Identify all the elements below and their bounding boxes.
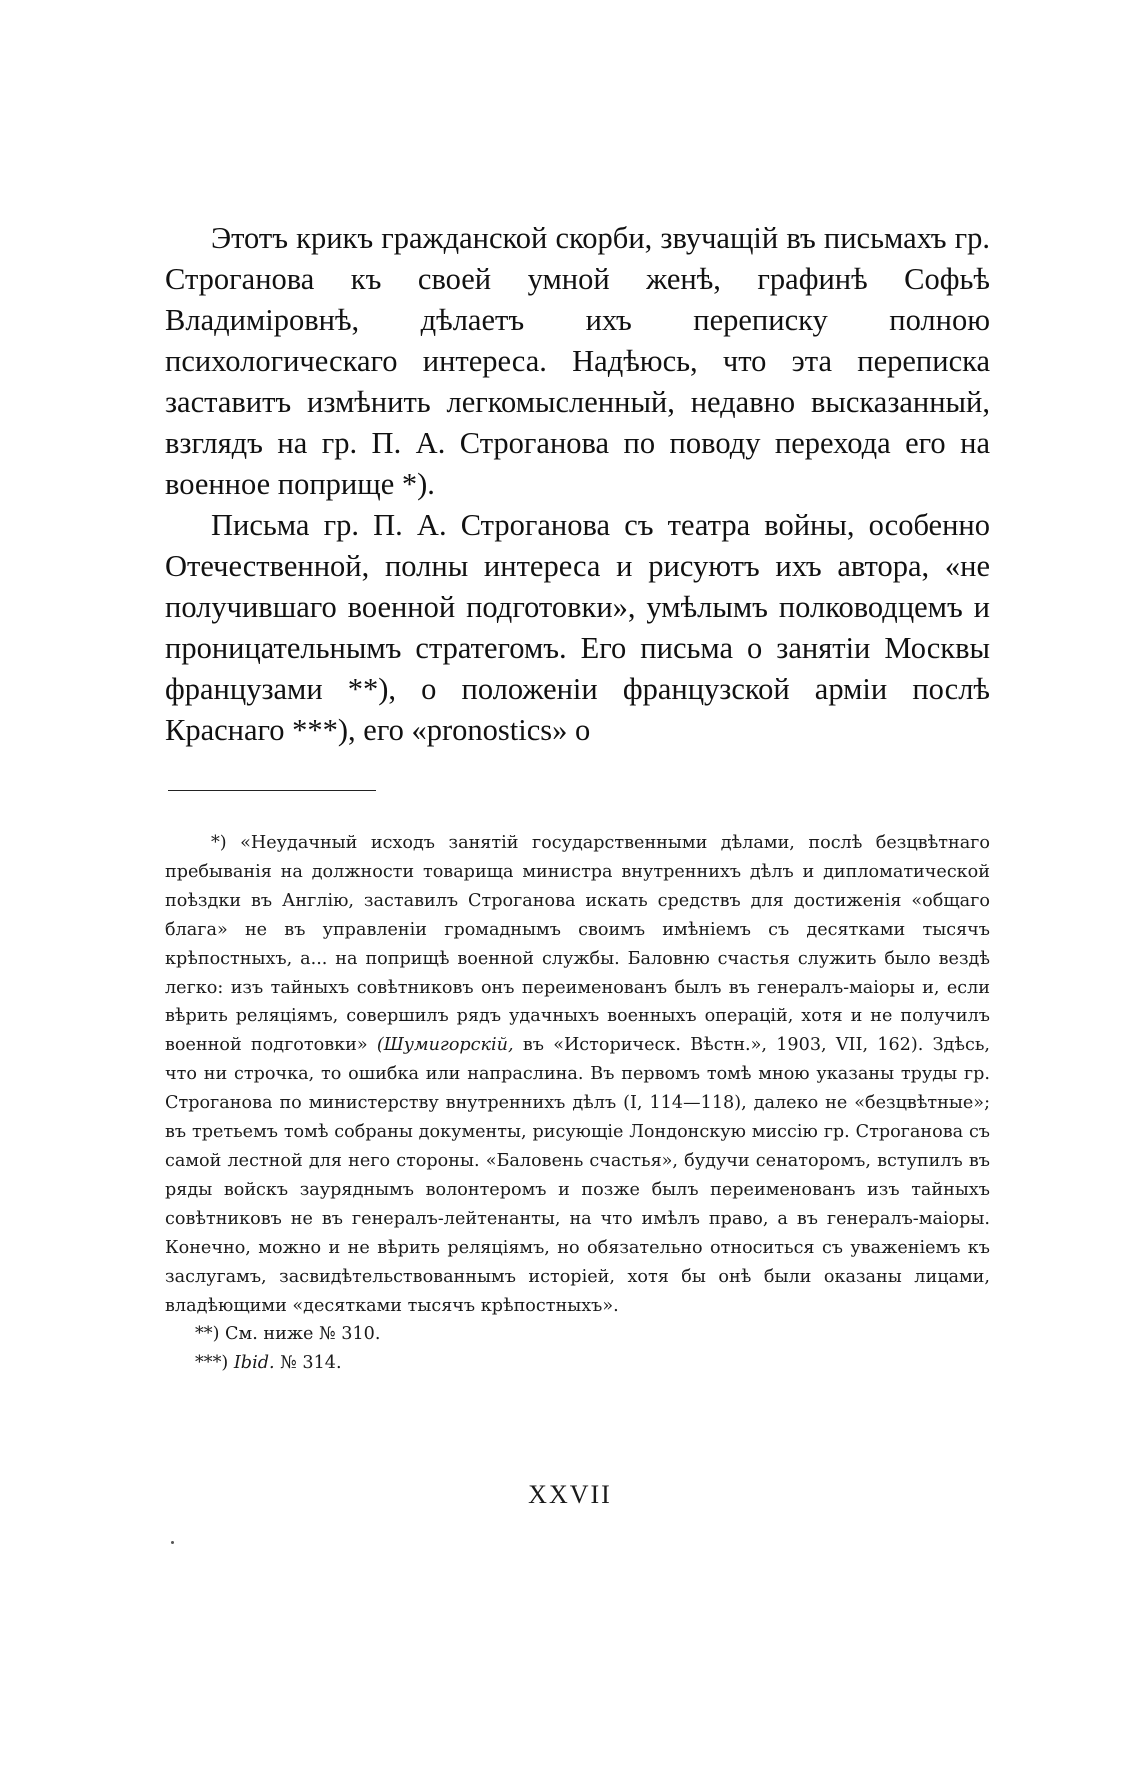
footnote-3-marker: ***) xyxy=(195,1353,229,1374)
page-number: XXVII xyxy=(528,1480,612,1509)
footnote-3-ibid: Ibid. xyxy=(233,1353,275,1374)
footnote-1-author: (Шумигорскій, xyxy=(376,1035,514,1056)
footnote-1 xyxy=(165,829,990,1320)
footnote-1-text-a: *) «Неудачный исходъ занятій государственными дѣлами, послѣ безцвѣтнаго пребыванія на должности товарища министра внутреннихъ дѣлъ и дипломатической поѣздки въ Англію, заставилъ Строганова искать средствъ для достиженія «общаго блага» не въ управленіи громаднымъ своимъ имѣніемъ съ десятками тысячъ крѣпостныхъ, а... на поприщѣ военной службы. Баловню счастья служить было вездѣ легко: изъ тайныхъ совѣтниковъ онъ переименованъ былъ въ генералъ-маіоры и, если вѣрить реляціямъ, совершилъ рядъ удачныхъ военныхъ операцій, хотя и не получилъ военной подготовки» xyxy=(165,833,990,1056)
footnote-3-ref: № 314. xyxy=(280,1353,342,1374)
footnote-separator xyxy=(168,790,376,791)
main-text-block xyxy=(165,218,990,751)
footnotes-block xyxy=(165,829,990,1378)
footnote-1-text-b: въ «Историческ. Вѣстн.», 1903, VII, 162). Здѣсь, что ни строчка, то ошибка или напраслина. Въ первомъ томѣ мною указаны труды гр. Строганова по министерству внутреннихъ дѣлъ (I, 114—118), далеко не «безцвѣтные»; въ третьемъ томѣ собраны документы, рисующіе Лондонскую миссію гр. Строганова съ самой лестной для него стороны. «Баловень счастья», будучи сенаторомъ, вступилъ въ ряды войскъ зауряднымъ волонтеромъ и позже былъ переименованъ изъ тайныхъ совѣтниковъ не въ генералъ-лейтенанты, на что имѣлъ право, а въ генералъ-маіоры. Конечно, можно и не вѣрить реляціямъ, но обязательно относиться съ уваженіемъ къ заслугамъ, засвидѣтельствованнымъ исторіей, хотя бы онѣ были оказаны лицами, владѣющими «десятками тысячъ крѣпостныхъ». xyxy=(165,1035,991,1316)
footnote-2: **) См. ниже № 310. xyxy=(195,1324,381,1345)
footnote-3 xyxy=(165,1349,990,1378)
print-speck xyxy=(171,1541,174,1544)
main-paragraph-2: Письма гр. П. А. Строганова съ театра войны, особенно Отечественной, полны интереса и рисуютъ ихъ автора, «не получившаго военной подготовки», умѣлымъ полководцемъ и проницательнымъ стратегомъ. Его письма о занятіи Москвы французами **), о положеніи французской арміи послѣ Краснаго ***), его «pronostics» о xyxy=(165,508,990,747)
main-paragraph-1: Этотъ крикъ гражданской скорби, звучащій въ письмахъ гр. Строганова къ своей умной женѣ, графинѣ Софьѣ Владиміровнѣ, дѣлаетъ ихъ переписку полною психологическаго интереса. Надѣюсь, что эта переписка заставитъ измѣнить легкомысленный, недавно высказанный, взглядъ на гр. П. А. Строганова по поводу перехода его на военное поприще *). xyxy=(165,221,990,501)
